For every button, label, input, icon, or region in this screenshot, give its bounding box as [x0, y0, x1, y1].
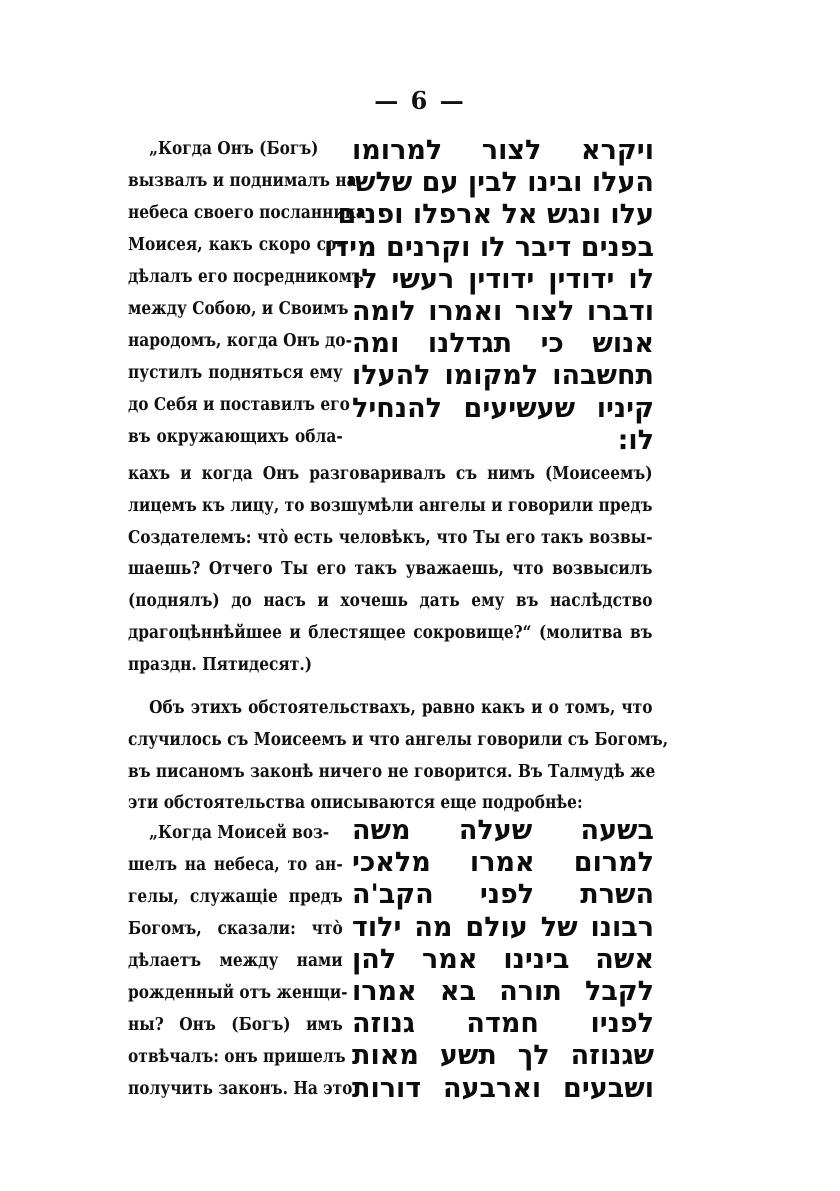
section1-he-line: ודברו לצור ואמרו לומה — [352, 295, 654, 327]
paragraph-line: лицемъ къ лицу, то возшумѣли ангелы и говорили предъ — [128, 495, 653, 516]
section2-he-line: לקבל תורה בא אמרו — [352, 975, 654, 1007]
section1-ru-line: народомъ, когда Онъ до- — [128, 331, 352, 351]
paragraph-line: случилось съ Моисеемъ и что ангелы говорили съ Богомъ, — [128, 729, 669, 750]
section1-ru-line: вызвалъ и поднималъ на — [128, 171, 357, 191]
section2-ru-line: ны? Онъ (Богъ) имъ — [128, 1015, 343, 1035]
section2-ru-line: Богомъ, сказали: что̀ — [128, 919, 343, 939]
section1-he-line: לו: — [617, 424, 654, 456]
paragraph-line: кахъ и когда Онъ разговаривалъ съ нимъ (Моисеемъ) — [128, 464, 653, 484]
section2-hebrew-column — [352, 815, 654, 1105]
section2-he-line: למרום אמרו מלאכי — [352, 847, 654, 879]
section1-ru-line: пустилъ подняться ему — [128, 363, 343, 383]
section2-ru-line: гелы, служащіе предъ — [128, 887, 343, 907]
section2-ru-line: рожденный отъ женщи- — [128, 983, 348, 1003]
paragraph-continuation — [128, 459, 652, 682]
section2-russian-column — [128, 817, 353, 1105]
section2-ru-line: шелъ на небеса, то ан- — [128, 855, 343, 875]
section2-ru-line: „Когда Моисей воз- — [149, 823, 330, 843]
paragraph-line: Объ этихъ обстоятельствахъ, равно какъ и о томъ, что — [149, 698, 653, 718]
section1-ru-line: Моисея, какъ скоро со- — [128, 235, 343, 255]
section1-he-line: אנוש כי תגדלנו ומה — [352, 328, 654, 360]
section2-ru-line: дѣлаетъ между нами — [128, 951, 343, 971]
paragraph-line: драгоцѣннѣйшее и блестящее сокровище?“ (молитва въ — [128, 622, 653, 643]
paragraph-line: въ писаномъ законѣ ничего не говорится. Въ Талмудѣ же — [128, 761, 656, 782]
section1-ru-line: „Когда Онъ (Богъ) — [149, 139, 319, 159]
page-number: — 6 — — [374, 86, 466, 115]
section1-he-line: קיניו שעשיעים להנחיל — [352, 392, 654, 424]
section1-ru-line: небеса своего посланника — [128, 203, 366, 223]
section2-he-line: ושבעים וארבעה דורות — [352, 1072, 654, 1104]
paragraph-line: эти обстоятельства описываются еще подробнѣе: — [128, 793, 583, 814]
section1-he-line: לו ידודין ידודין רעשי לו — [352, 263, 654, 295]
section2-ru-line: получить законъ. На это — [128, 1079, 353, 1099]
section1-russian-column — [128, 133, 366, 453]
section2-he-line: בשעה שעלה משה — [352, 815, 654, 846]
section1-he-line: עלו ונגש אל ארפלו ופנים — [337, 199, 654, 231]
paragraph-line: праздн. Пятидесят.) — [128, 654, 313, 675]
paragraph-line: (поднялъ) до насъ и хочешь дать ему въ наслѣдство — [128, 591, 653, 612]
section1-ru-line: до Себя и поставилъ его — [128, 395, 350, 415]
section1-ru-line: между Собою, и Своимъ — [128, 299, 349, 319]
section2-he-line: לפניו חמדה גנוזה — [352, 1008, 654, 1040]
section2-he-line: אשה בינינו אמר להן — [352, 943, 654, 975]
section1-ru-line: дѣлалъ его посредникомъ — [128, 267, 364, 287]
section1-ru-line: въ окружающихъ обла- — [128, 427, 343, 447]
paragraph-line: Создателемъ: что̀ есть человѣкъ, что Ты его такъ возвы- — [128, 527, 653, 548]
section1-he-line: תחשבהו למקומו להעלו — [352, 360, 654, 392]
section2-he-line: השרת לפני הקב'ה — [352, 879, 654, 911]
section1-he-line: ויקרא לצור למרומו — [352, 135, 654, 166]
paragraph-talmud-intro — [128, 693, 669, 820]
paragraph-line: шаешь? Отчего Ты его такъ уважаешь, что возвысилъ — [128, 559, 653, 580]
section1-he-line: בפנים דיבר לו וקרנים מידו — [324, 231, 654, 263]
section2-he-line: רבונו של עולם מה ילוד — [352, 911, 654, 943]
section2-ru-line: отвѣчалъ: онъ пришелъ — [128, 1047, 346, 1067]
section2-he-line: שגנוזה לך תשע מאות — [352, 1040, 654, 1072]
section1-he-line: העלו ובינו לבין עם שלשי — [347, 167, 654, 199]
section1-hebrew-column — [324, 135, 654, 457]
